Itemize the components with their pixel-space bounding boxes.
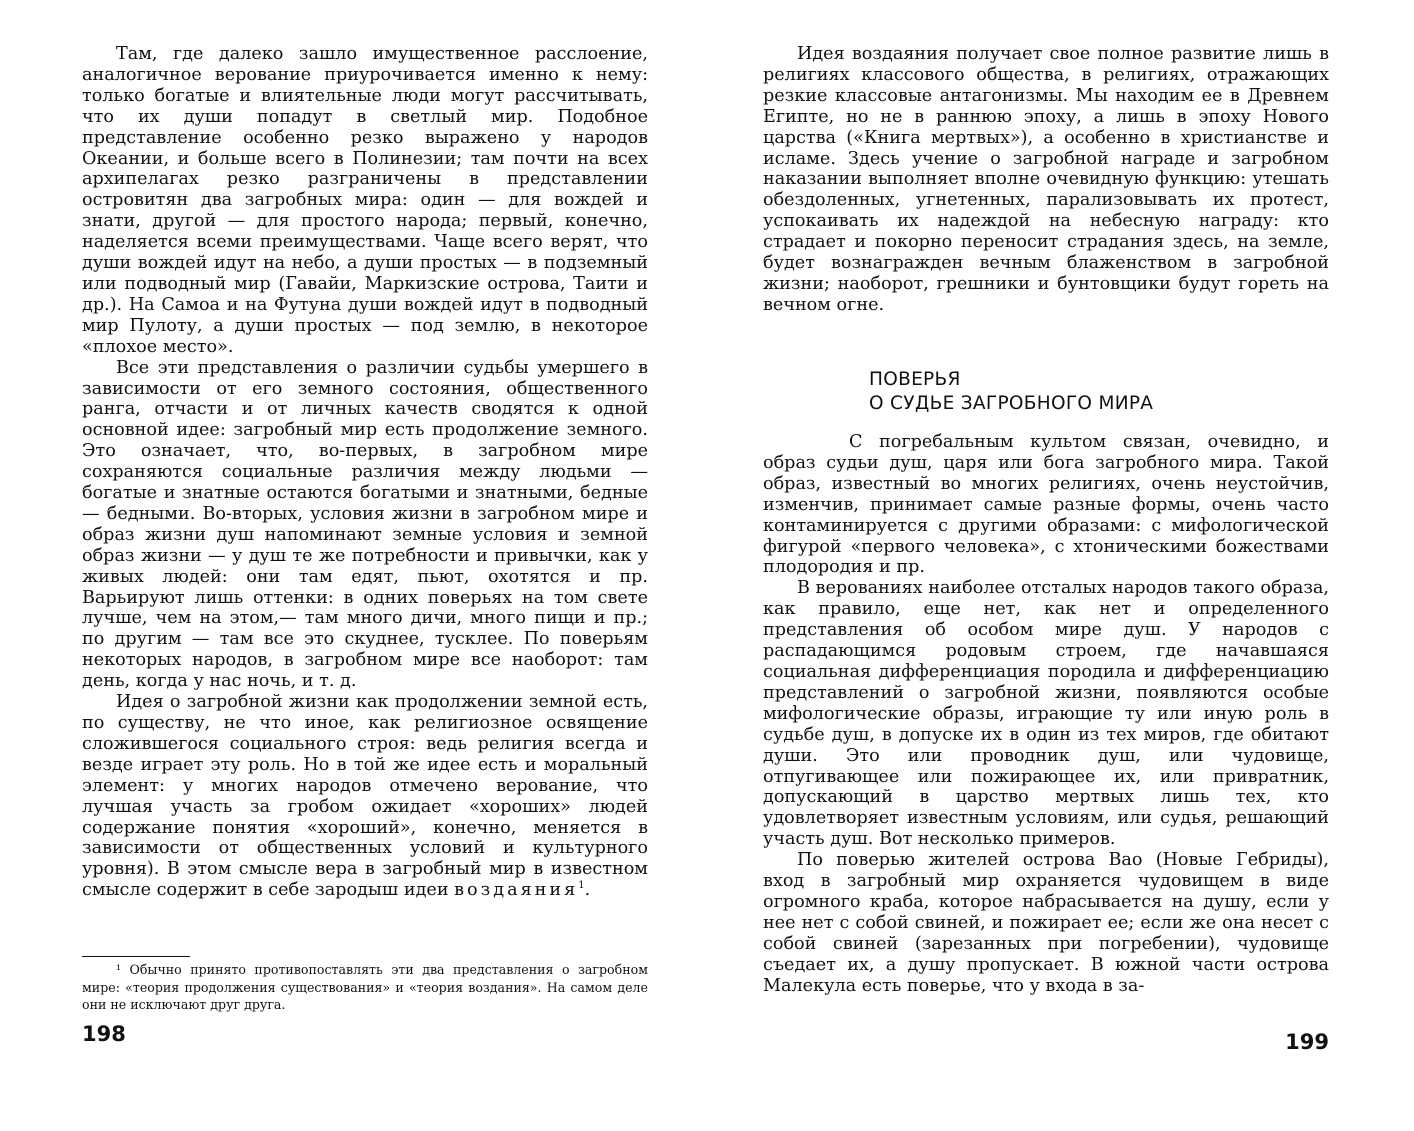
page-number: 199 — [1285, 1030, 1329, 1054]
section-heading — [869, 368, 1153, 416]
left-page-body — [82, 44, 648, 901]
paragraph: Там, где далеко зашло имущественное расслоение, аналогичное верование приурочивается именно к нему: только богатые и влиятельные люди могут рассчитывать, что их души попадут в светлый мир. Подобное представление особенно резко выражено у народов Океании, и больше всего в Полинезии; там почти на всех архипелагах резко разграничены в представлении островитян два загробных мира: один — для вождей и знати, другой — для простого народа; первый, конечно, наделяется всеми преимуществами. Чаще всего верят, что души вождей идут на небо, а души простых — в подземный или подводный мир (Гавайи, Маркизские острова, Таити и др.). На Самоа и на Футуна души вождей идут в подводный мир Пулоту, а души простых — под землю, в некоторое «плохое место». — [82, 44, 648, 357]
emphasized-word: воздаяния — [454, 880, 579, 901]
paragraph: В верованиях наиболее отсталых народов такого образа, как правило, еще нет, как нет и определенного представления об особом мире душ. У народов с распадающимся родовым строем, где начавшаяся социальная дифференциация породила и дифференциацию представлений о загробной жизни, появляются особые мифологические образы, играющие ту или иную роль в судьбе душ, в допуске их в один из тех миров, где обитают души. Это или проводник душ, или чудовище, отпугивающее или пожирающее их, или привратник, допускающий в царство мертвых лишь тех, кто удовлетворяет известным условиям, или судья, решающий участь душ. Вот несколько примеров. — [763, 578, 1329, 850]
paragraph: С погребальным культом связан, очевидно, и образ судьи душ, царя или бога загробного мира. Такой образ, известный во многих религиях, очень неустойчив, изменчив, принимает самые разные формы, очень часто контаминируется с другими образами: с мифологической фигурой «первого человека», с хтоническими божествами плодородия и пр. — [763, 432, 1329, 578]
paragraph: Идея воздаяния получает свое полное развитие лишь в религиях классового общества, в религиях, отражающих резкие классовые антагонизмы. Мы находим ее в Древнем Египте, но не в раннюю эпоху, а лишь в эпоху Нового царства («Книга мертвых»), а особенно в христианстве и исламе. Здесь учение о загробной награде и загробном наказании выполняет вполне очевидную функцию: утешать обездоленных, угнетенных, парализовывать их протест, успокаивать их надеждой на небесную награду: кто страдает и покорно переносит страдания здесь, на земле, будет вознагражден вечным блаженством в загробной жизни; наоборот, грешники и бунтовщики будут гореть на вечном огне. — [763, 44, 1329, 315]
paragraph: По поверью жителей острова Вао (Новые Гебриды), вход в загробный мир охраняется чудовищем в виде огромного краба, которое набрасывается на душу, если у нее нет с собой свиней, и пожирает ее; если же она несет с собой свиней (зарезанных при погребении), чудовище съедает их, а душу пропускает. В южной части острова Малекула есть поверье, что у входа в за- — [763, 850, 1329, 996]
section-heading-line: О СУДЬЕ ЗАГРОБНОГО МИРА — [869, 393, 1154, 414]
right-page-body-bottom — [763, 432, 1329, 996]
footnote-reference[interactable]: 1 — [578, 880, 585, 892]
paragraph: Все эти представления о различии судьбы умершего в зависимости от его земного состояния, общественного ранга, отчасти и от личных качеств сводятся к одной основной идее: загробный мир есть продолжение земного. Это означает, что, во-первых, в загробном мире сохраняются социальные различия между людьми — богатые и знатные остаются богатыми и знатными, бедные — бедными. Во-вторых, условия жизни в загробном мире и образ жизни душ напоминают земные условия и земной образ жизни — у душ те же потребности и привычки, как у живых людей: они там едят, пьют, охотятся и пр. Варьируют лишь оттенки: в одних поверьях на том свете лучше, чем на этом,— там много дичи, много пищи и пр.; по другим — там все это скуднее, тусклее. По поверьям некоторых народов, в загробном мире все наоборот: там день, когда у нас ночь, и т. д. — [82, 357, 648, 692]
paragraph: Идея о загробной жизни как продолжении земной есть, по существу, не что иное, как религиозное освящение сложившегося социального строя: ведь религия всегда и везде играет эту роль. Но в той же идее есть и моральный элемент: у многих народов отмечено верование, что лучшая участь за гробом ожидает «хороших» людей содержание понятия «хороший», конечно, меняется в зависимости от общественных условий и культурного уровня). В этом смысле вера в загробный мир в известном смысле содержит в себе зародыш идеи воздаяния$^1$. — [82, 692, 648, 901]
footnote-divider — [82, 956, 190, 957]
right-page — [763, 0, 1329, 1131]
paragraph-text: Идея о загробной жизни как продолжении земной есть, по существу, не что иное, как религиозное освящение сложившегося социального строя: ведь религия всегда и везде играет эту роль. Но в той же идее есть и моральный элемент: у многих народов отмечено верование, что лучшая участь за гробом ожидает «хороших» людей содержание понятия «хороший», конечно, меняется в зависимости от общественных условий и культурного уровня). В этом смысле вера в загробный мир в известном смысле содержит в себе зародыш идеи — [82, 692, 648, 901]
left-page — [82, 0, 648, 1131]
section-heading-line: ПОВЕРЬЯ — [869, 369, 961, 390]
footnote — [82, 961, 648, 1014]
page-number: 198 — [82, 1022, 126, 1046]
right-page-body-top — [763, 44, 1329, 316]
footnote-text: ¹ Обычно принято противопоставлять эти два представления о загробном мире: «теория продолжения существования» и «теория воздания». На самом деле они не исключают друг друга. — [82, 962, 648, 1012]
